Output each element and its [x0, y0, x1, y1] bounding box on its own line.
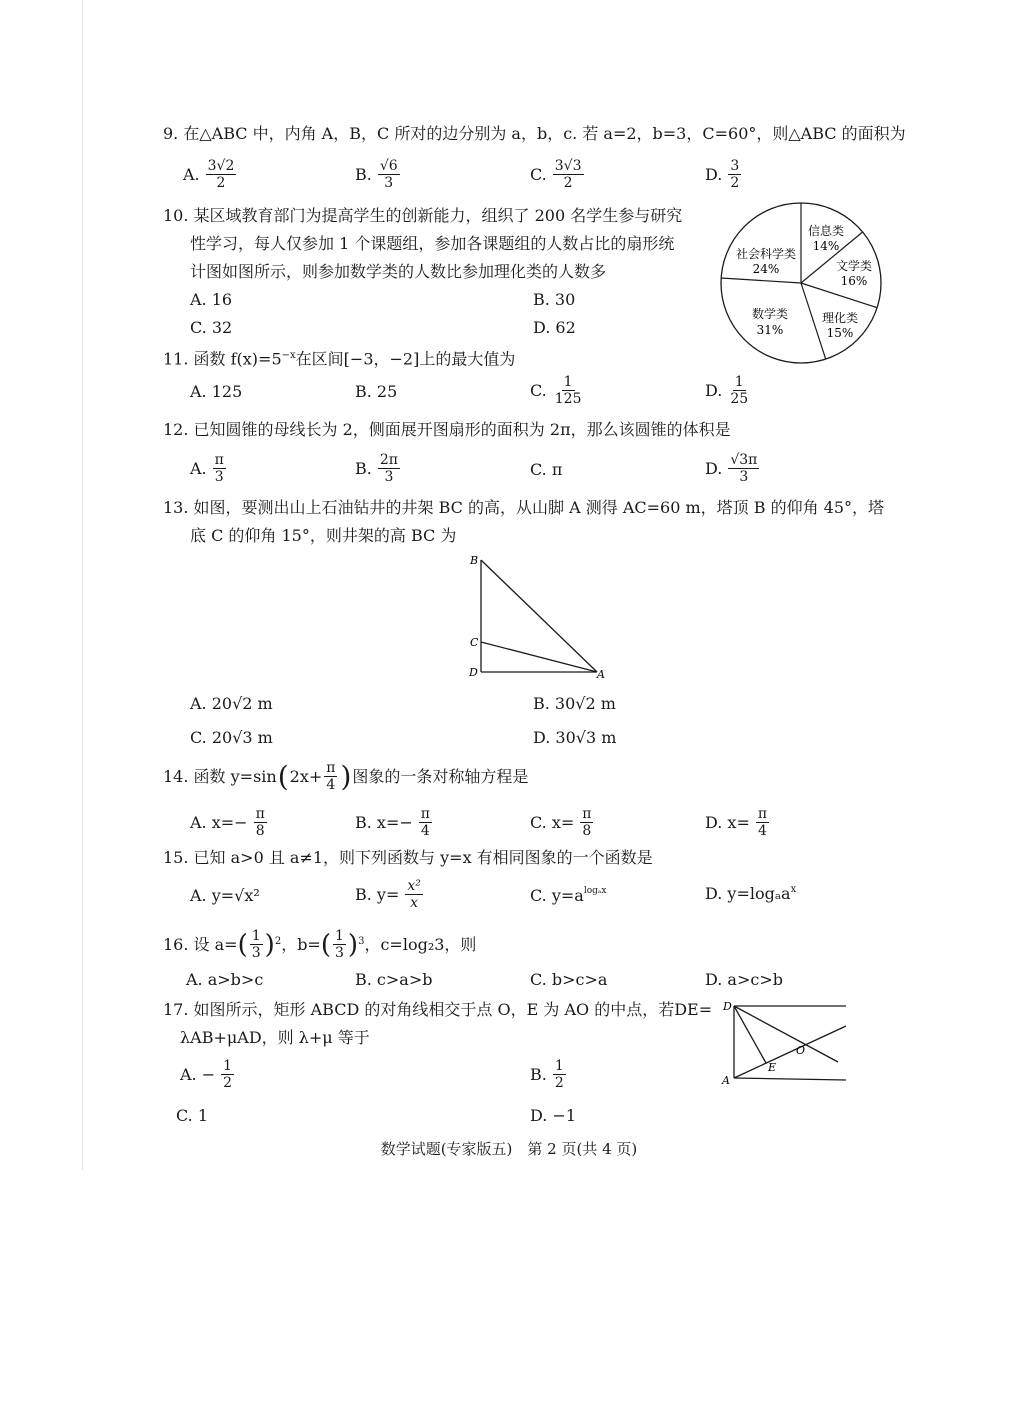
q14-option-c: C. x= $\frac{\pi}{8}$: [530, 806, 592, 839]
page-footer: 数学试题(专家版五) 第 2 页(共 4 页): [380, 1140, 638, 1158]
q17-stem-line2: λAB+μAD，则 λ+μ 等于: [180, 1028, 370, 1047]
q13-option-c: C. 20√3 m: [190, 728, 273, 747]
line-AC-diagonal: [734, 1026, 846, 1078]
pie-label-social-name: 社会科学类: [735, 247, 797, 261]
q13-stem-line2: 底 C 的仰角 15°，则井架的高 BC 为: [190, 526, 457, 545]
q15-stem: 15. 已知 a>0 且 a≠1，则下列函数与 y=x 有相同图象的一个函数是: [163, 848, 653, 867]
label-E: E: [768, 1061, 777, 1074]
q11-option-b: B. 25: [355, 382, 398, 401]
q14-option-d: D. x= $\frac{\pi}{4}$: [705, 806, 768, 839]
q13-option-b: B. 30√2 m: [533, 694, 616, 713]
pie-label-social: [736, 246, 796, 276]
q11-option-c: C. $\frac{1}{125}$: [530, 374, 582, 407]
q17-option-b: B. $\frac{1}{2}$: [530, 1058, 564, 1091]
q12-option-d: D. $\frac{√3\pi}{3}$: [705, 452, 758, 485]
q9-option-a: A. $\frac{3√2}{2}$: [183, 158, 235, 191]
q14-option-b: B. x=− $\frac{\pi}{4}$: [355, 806, 430, 839]
pie-label-math-pct: 31%: [756, 323, 784, 337]
pie-label-info-pct: 14%: [812, 239, 840, 253]
label-D: D: [723, 1000, 732, 1013]
pie-label-literature-pct: 16%: [840, 274, 868, 288]
pie-label-math-name: 数学类: [751, 307, 789, 321]
q9-option-b: B. $\frac{√6}{3}$: [355, 158, 398, 191]
q10-option-c: C. 32: [190, 318, 233, 337]
q10-option-a: A. 16: [190, 290, 233, 309]
q15-option-d: D. y=logₐa $^x$: [705, 884, 797, 903]
rectangle-figure: [718, 996, 853, 1088]
q9-option-d: D. $\frac{3}{2}$: [705, 158, 740, 191]
q16-option-c: C. b>c>a: [530, 970, 608, 989]
scan-gutter-line: [82, 0, 83, 1170]
q15-option-c: C. y=a $^{log_ax}$: [530, 886, 607, 905]
q10-stem-line3: 计图如图所示，则参加数学类的人数比参加理化类的人数多: [190, 262, 607, 281]
q17-option-d: D. −1: [530, 1106, 577, 1125]
q15-option-a: A. y=√x²: [190, 886, 260, 905]
q13-option-a: A. 20√2 m: [190, 694, 273, 713]
q16-option-b: B. c>a>b: [355, 970, 433, 989]
q9-option-c: C. $\frac{3√3}{2}$: [530, 158, 582, 191]
line-CA: [481, 642, 597, 672]
line-A-bottom: [734, 1078, 846, 1080]
pie-label-info: [808, 223, 844, 253]
q16-option-a: A. a>b>c: [186, 970, 264, 989]
pie-label-literature-name: 文学类: [835, 259, 873, 273]
q17-option-a: A. − $\frac{1}{2}$: [180, 1058, 233, 1091]
q13-option-d: D. 30√3 m: [533, 728, 617, 747]
q16-option-d: D. a>c>b: [705, 970, 783, 989]
q17-stem-line1: 17. 如图所示，矩形 ABCD 的对角线相交于点 O，E 为 AO 的中点，若DE=: [163, 1000, 713, 1019]
q14-option-a: A. x=− $\frac{\pi}{8}$: [190, 806, 265, 839]
label-C: C: [470, 636, 479, 649]
label-B: B: [470, 554, 479, 567]
q12-option-b: B. $\frac{2\pi}{3}$: [355, 452, 398, 485]
pie-label-literature: [836, 258, 872, 288]
label-A: A: [597, 668, 605, 681]
pie-label-physics-name: 理化类: [821, 311, 859, 325]
q12-option-a: A. $\frac{\pi}{3}$: [190, 452, 224, 485]
q11-option-a: A. 125: [190, 382, 243, 401]
line-BA: [481, 560, 597, 672]
q11-stem: 11. 函数 $f(x)=5^{-x}$在区间[−3，−2]上的最大值为: [163, 349, 516, 369]
label-A: A: [722, 1074, 730, 1087]
q15-option-b: B. y= $\frac{\text{x²}}{x}$: [355, 878, 421, 911]
pie-chart-figure: [716, 202, 886, 364]
pie-label-info-name: 信息类: [807, 224, 845, 238]
pie-label-math: [752, 306, 788, 337]
pie-divider-4: [721, 278, 801, 283]
q10-stem-line2: 性学习，每人仅参加 1 个课题组，参加各课题组的人数占比的扇形统: [190, 234, 675, 253]
q14-stem: 14. 函数 y=sin ( 2x+ $\frac{\pi}{4}$ ) 图象的一条对称轴方程是: [163, 759, 529, 793]
q10-option-b: B. 30: [533, 290, 576, 309]
pie-label-physics-pct: 15%: [826, 326, 854, 340]
q17-option-c: C. 1: [176, 1106, 209, 1125]
triangle-figure: [465, 550, 615, 685]
pie-label-physics: [822, 310, 858, 340]
q10-option-d: D. 62: [533, 318, 576, 337]
q12-option-c: C. π: [530, 460, 563, 479]
label-O: O: [796, 1044, 806, 1057]
q12-stem: 12. 已知圆锥的母线长为 2，侧面展开图扇形的面积为 2π，那么该圆锥的体积是: [163, 420, 731, 439]
q9-stem: 9. 在△ABC 中，内角 A，B，C 所对的边分别为 a，b，c. 若 a=2，b=3，C=60°，则△ABC 的面积为: [163, 124, 906, 143]
q16-stem: 16. 设 a= ( $\frac{1}{3}$ ) 2 ，b= ( $\frac{1}{3}$ ) 3 ，c=log₂3，则: [163, 928, 477, 961]
q11-option-d: D. $\frac{1}{25}$: [705, 374, 749, 407]
q10-stem-line1: 10. 某区域教育部门为提高学生的创新能力，组织了 200 名学生参与研究: [163, 206, 683, 225]
label-D: D: [469, 666, 478, 679]
pie-label-social-pct: 24%: [752, 262, 780, 276]
q13-stem-line1: 13. 如图，要测出山上石油钻井的井架 BC 的高，从山脚 A 测得 AC=60 m，塔顶 B 的仰角 45°，塔: [163, 498, 885, 517]
